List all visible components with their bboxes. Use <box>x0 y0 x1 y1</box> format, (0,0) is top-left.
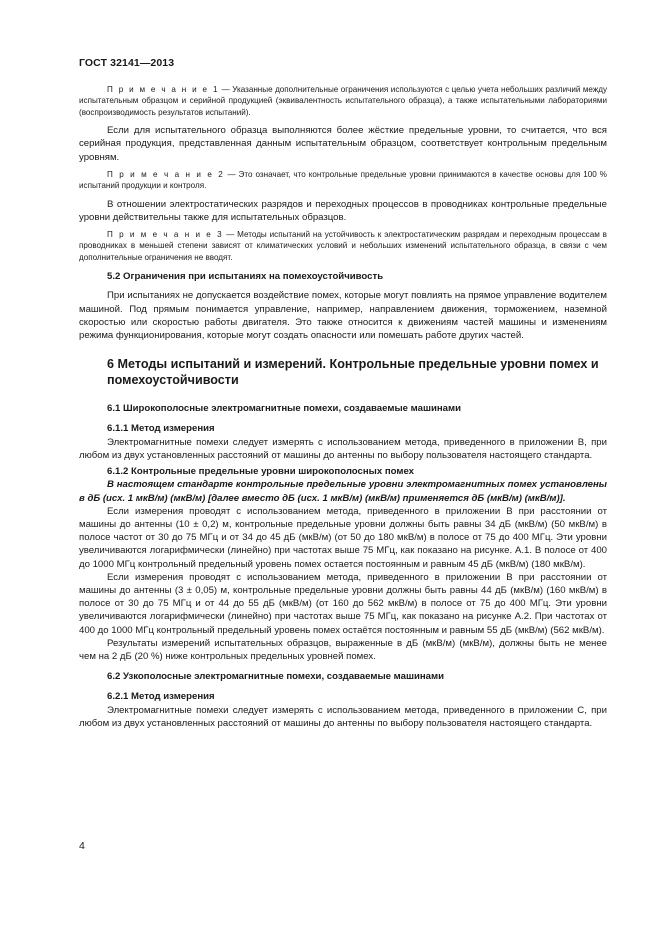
paragraph-immunity-tests: При испытаниях не допускается воздействие помех, которые могут повлиять на прямое управление водителем машиной. Под прямым понимается управление, например, направлением движения, торможением, наземной скоростью или скоростью работы двигателя. Это также относится к движениям частей машины и изменениям режима функционирования, которые могут создать опасности или помешать работе других частей. <box>79 290 607 342</box>
note-2 <box>79 169 607 192</box>
note-3 <box>79 229 607 263</box>
paragraph-10m-limits: Если измерения проводят с использованием метода, приведенного в приложении В при расстоянии от машины до антенны (10 ± 0,2) м, контрольные предельные уровни должны быть равны 34 дБ (мкВ/м) (50 мкВ/м) в полосе частот от 30 до 75 МГц и от 34 до 45 дБ (мкВ/м) (от 50 до 180 мкВ/м) в полосе от 75 до 400 МГц. Эти уровни увеличиваются логарифмически (линейно) при частотах выше 75 МГц, как показано на рисунке. А.1. В полосе от 400 до 1000 МГц контрольный предельный уровень помех остается постоянным и равным 45 дБ (мкВ/м) (180 мкВ/м). <box>79 505 607 570</box>
heading-6-1-1: 6.1.1 Метод измерения <box>107 423 215 435</box>
paragraph-method-b: Электромагнитные помехи следует измерять с использованием метода, приведенного в приложении В, при любом из двух установленных расстояний от машины до антенны по выбору пользователя настоящего стандарта. <box>79 436 607 461</box>
note-2-label: П р и м е ч а н и е 2 <box>107 169 225 179</box>
paragraph-method-c: Электромагнитные помехи следует измерять с использованием метода, приведенного в приложении С, при любом из двух установленных расстояний от машины до антенны по выбору пользователя настоящего стандарта. <box>79 704 607 729</box>
note-3-label: П р и м е ч а н и е 3 <box>107 230 224 240</box>
note-1 <box>79 84 607 118</box>
heading-6-1: 6.1 Широкополосные электромагнитные помехи, создаваемые машинами <box>107 403 461 415</box>
paragraph-units-definition: В настоящем стандарте контрольные предельные уровни электромагнитных помех установлены в дБ (исх. 1 мкВ/м) (мкВ/м) [далее вместо дБ (исх. 1 мкВ/м) (мкВ/м) применяется дБ (мкВ/м) (мкВ/м)]. <box>79 479 607 504</box>
paragraph-results-margin: Результаты измерений испытательных образцов, выраженные в дБ (мкВ/м) (мкВ/м), должны быть не менее чем на 2 дБ (20 %) ниже контрольных предельных уровней помех. <box>79 637 607 662</box>
standard-header: ГОСТ 32141—2013 <box>79 57 175 69</box>
page-number: 4 <box>79 840 85 852</box>
note-1-text: — Указанные дополнительные ограничения используются с целью учета небольших различий между испытательным образцом и серийной продукцией (эквивалентность испытательного образца), а также испытательными лабораториями (воспроизводимость результатов испытаний). <box>79 85 607 117</box>
heading-5-2: 5.2 Ограничения при испытаниях на помехоустойчивость <box>107 271 384 283</box>
heading-6-2-1: 6.2.1 Метод измерения <box>107 691 215 703</box>
note-1-label: П р и м е ч а н и е 1 <box>107 85 220 94</box>
page-content <box>79 84 607 730</box>
heading-section-6: 6 Методы испытаний и измерений. Контрольные предельные уровни помех и помехоустойчивости <box>107 357 599 388</box>
paragraph-electrostatic: В отношении электростатических разрядов и переходных процессов в проводниках контрольные предельные уровни действительны также для испытательных образцов. <box>79 198 607 223</box>
paragraph-strict-limits: Если для испытательного образца выполняются более жёсткие предельные уровни, то считается, что вся серийная продукция, представленная данным испытательным образцом, соответствует контрольным предельным уровням. <box>79 125 607 163</box>
heading-6-2: 6.2 Узкополосные электромагнитные помехи, создаваемые машинами <box>107 671 444 683</box>
heading-6-1-2: 6.1.2 Контрольные предельные уровни широкополосных помех <box>107 466 415 478</box>
paragraph-3m-limits: Если измерения проводят с использованием метода, приведенного в приложении В при расстоянии от машины до антенны (3 ± 0,05) м, контрольные предельные уровни должны быть равны 44 дБ (мкВ/м) (160 мкВ/м) в полосе от 30 до 75 МГц и от 44 до 55 дБ (мкВ/м) (от 160 до 562 мкВ/м) в полосе от 75 до 400 МГц. Эти уровни увеличиваются логарифмически (линейно) при частотах выше 75 МГц, как показано на рисунке А.2. При частотах от 400 до 1000 МГц контрольный предельный уровень помех остаётся постоянным и равным 55 дБ (мкВ/м) (562 мкВ/м). <box>79 571 607 636</box>
note-3-text: — Методы испытаний на устойчивость к электростатическим разрядам и переходным процессам в проводниках в меньшей степени зависят от климатических условий и небольших изменений испытательного образца, в связи с чем дополнительные ограничения не вводят. <box>79 230 607 262</box>
note-2-text: — Это означает, что контрольные предельные уровни принимаются в качестве основы для 100 % испытаний продукции и контроля. <box>79 169 607 191</box>
